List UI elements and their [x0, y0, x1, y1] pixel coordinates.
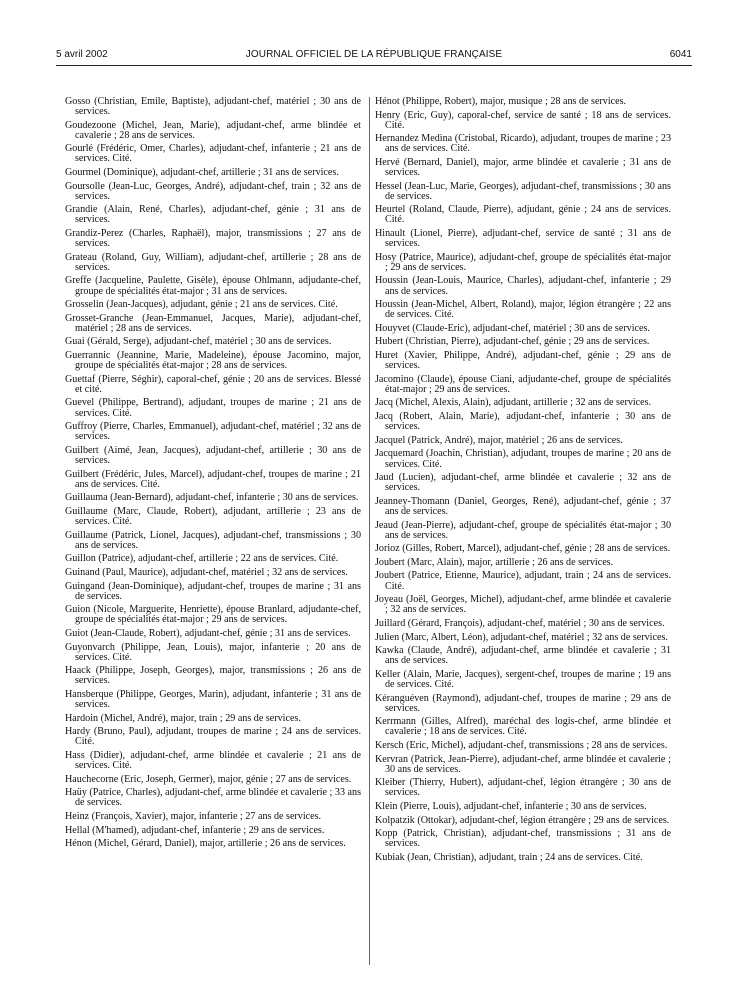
list-item: Jaud (Lucien), adjudant-chef, arme blindée et cavalerie ; 32 ans de services.	[375, 472, 671, 494]
list-item: Kersch (Eric, Michel), adjudant-chef, transmissions ; 28 ans de services.	[375, 739, 668, 751]
list-item: Guffroy (Pierre, Charles, Emmanuel), adjudant-chef, matériel ; 32 ans de services.	[65, 421, 361, 443]
list-item: Kervran (Patrick, Jean-Pierre), adjudant-chef, arme blindée et cavalerie ; 30 ans de services.	[375, 753, 671, 775]
list-item: Kéranguéven (Raymond), adjudant-chef, troupes de marine ; 29 ans de services.	[375, 692, 671, 714]
header-rule	[56, 65, 692, 66]
list-item: Guai (Gérald, Serge), adjudant-chef, matériel ; 30 ans de services.	[65, 336, 332, 348]
list-item: Kleiber (Thierry, Hubert), adjudant-chef, légion étrangère ; 30 ans de services.	[375, 777, 671, 799]
list-item: Hansberque (Philippe, Georges, Marin), adjudant, infanterie ; 31 ans de services.	[65, 688, 361, 710]
list-item: Haack (Philippe, Joseph, Georges), major, transmissions ; 26 ans de services.	[65, 665, 361, 687]
list-item: Julien (Marc, Albert, Léon), adjudant-chef, matériel ; 32 ans de services.	[375, 631, 668, 643]
list-item: Guerrannic (Jeannine, Marie, Madeleine), épouse Jacomino, major, groupe de spécialités état-major ; 28 ans de services.	[65, 350, 361, 372]
list-item: Gourlé (Frédéric, Omer, Charles), adjudant-chef, infanterie ; 21 ans de services. Cité.	[65, 143, 361, 165]
list-item: Guingand (Jean-Dominique), adjudant-chef, troupes de marine ; 31 ans de services.	[65, 580, 361, 602]
list-item: Hardoin (Michel, André), major, train ; 29 ans de services.	[65, 712, 301, 724]
list-item: Hass (Didier), adjudant-chef, arme blindée et cavalerie ; 21 ans de services. Cité.	[65, 749, 361, 771]
list-item: Juillard (Gérard, François), adjudant-chef, matériel ; 30 ans de services.	[375, 617, 665, 629]
list-item: Kopp (Patrick, Christian), adjudant-chef, transmissions ; 31 ans de services.	[375, 828, 671, 850]
right-column	[375, 97, 671, 867]
list-item: Guillaume (Marc, Claude, Robert), adjudant, artillerie ; 23 ans de services. Cité.	[65, 505, 361, 527]
list-item: Grosselin (Jean-Jacques), adjudant, génie ; 21 ans de services. Cité.	[65, 299, 338, 311]
list-item: Jacquemard (Joachin, Christian), adjudant, troupes de marine ; 20 ans de services. Cité.	[375, 448, 671, 470]
column-divider	[369, 97, 370, 965]
list-item: Joubert (Patrice, Etienne, Maurice), adjudant, train ; 24 ans de services. Cité.	[375, 570, 671, 592]
list-item: Jeanney-Thomann (Daniel, Georges, René), adjudant-chef, génie ; 37 ans de services.	[375, 495, 671, 517]
list-item: Hellal (M'hamed), adjudant-chef, infanterie ; 29 ans de services.	[65, 824, 325, 836]
list-item: Joubert (Marc, Alain), major, artillerie ; 26 ans de services.	[375, 556, 614, 568]
list-item: Jacq (Robert, Alain, Marie), adjudant-chef, infanterie ; 30 ans de services.	[375, 411, 671, 433]
list-item: Joyeau (Joël, Georges, Michel), adjudant-chef, arme blindée et cavalerie ; 32 ans de services.	[375, 594, 671, 616]
list-item: Keller (Alain, Marie, Jacques), sergent-chef, troupes de marine ; 19 ans de services. Cité.	[375, 668, 671, 690]
list-item: Guilbert (Frédéric, Jules, Marcel), adjudant-chef, troupes de marine ; 21 ans de services. Cité.	[65, 468, 361, 490]
list-item: Henry (Eric, Guy), caporal-chef, service de santé ; 18 ans de services. Cité.	[375, 109, 671, 131]
list-item: Huret (Xavier, Philippe, André), adjudant-chef, génie ; 29 ans de services.	[375, 350, 671, 372]
list-item: Guillon (Patrice), adjudant-chef, artillerie ; 22 ans de services. Cité.	[65, 553, 339, 565]
list-item: Hubert (Christian, Pierre), adjudant-chef, génie ; 29 ans de services.	[375, 336, 650, 348]
list-item: Guyonvarch (Philippe, Jean, Louis), major, infanterie ; 20 ans de services. Cité.	[65, 641, 361, 663]
list-item: Greffe (Jacqueline, Paulette, Gisèle), épouse Ohlmann, adjudante-chef, groupe de spécialités état-major ; 31 ans de services.	[65, 275, 361, 297]
list-item: Hinault (Lionel, Pierre), adjudant-chef, service de santé ; 31 ans de services.	[375, 228, 671, 250]
list-item: Jacomino (Claude), épouse Ciani, adjudante-chef, groupe de spécialités état-major ; 29 ans de services.	[375, 373, 671, 395]
list-item: Gourmel (Dominique), adjudant-chef, artillerie ; 31 ans de services.	[65, 167, 339, 179]
list-item: Guinand (Paul, Maurice), adjudant-chef, matériel ; 32 ans de services.	[65, 566, 348, 578]
list-item: Houyvet (Claude-Eric), adjudant-chef, matériel ; 30 ans de services.	[375, 322, 650, 334]
list-item: Hardy (Bruno, Paul), adjudant, troupes de marine ; 24 ans de services. Cité.	[65, 726, 361, 748]
list-item: Grandiz-Perez (Charles, Raphaël), major, transmissions ; 27 ans de services.	[65, 228, 361, 250]
list-item: Kolpatzik (Ottokar), adjudant-chef, légion étrangère ; 29 ans de services.	[375, 814, 670, 826]
list-item: Gosso (Christian, Emile, Baptiste), adjudant-chef, matériel ; 30 ans de services.	[65, 96, 361, 118]
list-item: Guettaf (Pierre, Séghir), caporal-chef, génie ; 20 ans de services. Blessé et cité.	[65, 373, 361, 395]
list-item: Kerrmann (Gilles, Alfred), maréchal des logis-chef, arme blindée et cavalerie ; 18 ans de services. Cité.	[375, 716, 671, 738]
list-item: Grateau (Roland, Guy, William), adjudant-chef, artillerie ; 28 ans de services.	[65, 251, 361, 273]
list-item: Jacq (Michel, Alexis, Alain), adjudant, artillerie ; 32 ans de services.	[375, 397, 652, 409]
page-header	[56, 49, 692, 65]
list-item: Goudezoone (Michel, Jean, Marie), adjudant-chef, arme blindée et cavalerie ; 28 ans de services.	[65, 119, 361, 141]
list-item: Hénon (Michel, Gérard, Daniel), major, artillerie ; 26 ans de services.	[65, 838, 346, 850]
header-title: JOURNAL OFFICIEL DE LA RÉPUBLIQUE FRANÇAISE	[245, 49, 503, 60]
list-item: Houssin (Jean-Michel, Albert, Roland), major, légion étrangère ; 22 ans de services. Cité.	[375, 299, 671, 321]
list-item: Guevel (Philippe, Bertrand), adjudant, troupes de marine ; 21 ans de services. Cité.	[65, 397, 361, 419]
list-item: Goursolle (Jean-Luc, Georges, André), adjudant-chef, train ; 32 ans de services.	[65, 180, 361, 202]
list-item: Jorioz (Gilles, Robert, Marcel), adjudant-chef, génie ; 28 ans de services.	[375, 543, 671, 555]
list-item: Grandie (Alain, René, Charles), adjudant-chef, génie ; 31 ans de services.	[65, 204, 361, 226]
list-item: Guion (Nicole, Marguerite, Henriette), épouse Branlard, adjudante-chef, groupe de spécialités état-major ; 29 ans de services.	[65, 604, 361, 626]
list-item: Guiot (Jean-Claude, Robert), adjudant-chef, génie ; 31 ans de services.	[65, 627, 351, 639]
list-item: Houssin (Jean-Louis, Maurice, Charles), adjudant-chef, infanterie ; 29 ans de services.	[375, 275, 671, 297]
list-item: Heurtel (Roland, Claude, Pierre), adjudant, génie ; 24 ans de services. Cité.	[375, 204, 671, 226]
list-item: Hervé (Bernard, Daniel), major, arme blindée et cavalerie ; 31 ans de services.	[375, 157, 671, 179]
list-item: Kawka (Claude, André), adjudant-chef, arme blindée et cavalerie ; 31 ans de services.	[375, 645, 671, 667]
list-item: Jeaud (Jean-Pierre), adjudant-chef, groupe de spécialités état-major ; 30 ans de services.	[375, 519, 671, 541]
list-item: Guillaume (Patrick, Lionel, Jacques), adjudant-chef, transmissions ; 30 ans de services.	[65, 529, 361, 551]
list-item: Guillauma (Jean-Bernard), adjudant-chef, infanterie ; 30 ans de services.	[65, 492, 359, 504]
list-item: Hénot (Philippe, Robert), major, musique ; 28 ans de services.	[375, 96, 627, 107]
header-page-number: 6041	[669, 49, 692, 60]
list-item: Kubiak (Jean, Christian), adjudant, train ; 24 ans de services. Cité.	[375, 851, 643, 863]
list-item: Hauchecorne (Eric, Joseph, Germer), major, génie ; 27 ans de services.	[65, 773, 352, 785]
list-item: Hernandez Medina (Cristobal, Ricardo), adjudant, troupes de marine ; 23 ans de services. Cité.	[375, 133, 671, 155]
list-item: Heinz (François, Xavier), major, infanterie ; 27 ans de services.	[65, 810, 322, 822]
list-item: Haüy (Patrice, Charles), adjudant-chef, arme blindée et cavalerie ; 33 ans de services.	[65, 787, 361, 809]
list-item: Klein (Pierre, Louis), adjudant-chef, infanterie ; 30 ans de services.	[375, 800, 647, 812]
left-column	[65, 97, 361, 853]
list-item: Guilbert (Aimé, Jean, Jacques), adjudant-chef, artillerie ; 30 ans de services.	[65, 444, 361, 466]
list-item: Hessel (Jean-Luc, Marie, Georges), adjudant-chef, transmissions ; 30 ans de services.	[375, 180, 671, 202]
list-item: Hosy (Patrice, Maurice), adjudant-chef, groupe de spécialités état-major ; 29 ans de services.	[375, 251, 671, 273]
list-item: Grosset-Granche (Jean-Emmanuel, Jacques, Marie), adjudant-chef, matériel ; 28 ans de services.	[65, 312, 361, 334]
list-item: Jacquel (Patrick, André), major, matériel ; 26 ans de services.	[375, 434, 623, 446]
header-date: 5 avril 2002	[56, 49, 108, 60]
